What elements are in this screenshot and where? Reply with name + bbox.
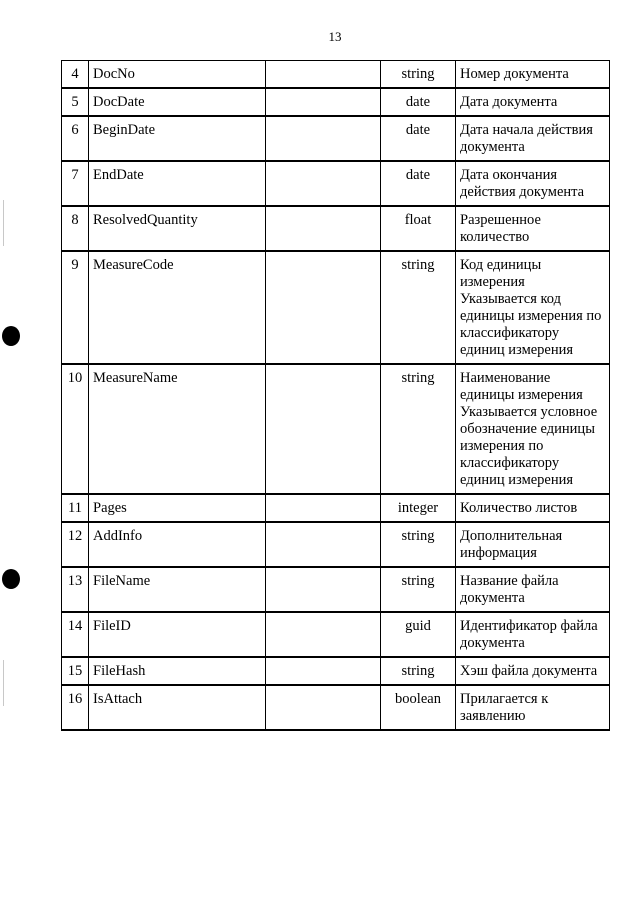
field-type-cell: string (381, 567, 456, 612)
row-number-cell: 8 (62, 206, 89, 251)
empty-cell (266, 685, 381, 730)
field-description-cell: Разрешенное количество (456, 206, 610, 251)
empty-cell (266, 161, 381, 206)
row-number-cell: 10 (62, 364, 89, 494)
field-description-cell: Код единицы измерения Указывается код единицы измерения по классификатору единиц измерения (456, 251, 610, 364)
field-description-cell: Дата начала действия документа (456, 116, 610, 161)
field-name-cell: FileName (89, 567, 266, 612)
empty-cell (266, 522, 381, 567)
field-type-cell: string (381, 364, 456, 494)
punch-hole-mark (2, 569, 20, 589)
empty-cell (266, 116, 381, 161)
empty-cell (266, 612, 381, 657)
field-name-cell: AddInfo (89, 522, 266, 567)
row-number-cell: 7 (62, 161, 89, 206)
row-number-cell: 5 (62, 88, 89, 116)
field-name-cell: MeasureName (89, 364, 266, 494)
table-row (62, 522, 610, 567)
field-description-cell: Номер документа (456, 61, 610, 89)
field-type-cell: float (381, 206, 456, 251)
field-description-cell: Хэш файла документа (456, 657, 610, 685)
table-row (62, 251, 610, 364)
empty-cell (266, 657, 381, 685)
punch-hole-mark (2, 326, 20, 346)
field-type-cell: date (381, 88, 456, 116)
table-row (62, 657, 610, 685)
field-description-cell: Наименование единицы измерения Указывается условное обозначение единицы измерения по классификатору единиц измерения (456, 364, 610, 494)
field-type-cell: guid (381, 612, 456, 657)
field-description-cell: Количество листов (456, 494, 610, 522)
row-number-cell: 15 (62, 657, 89, 685)
field-name-cell: BeginDate (89, 116, 266, 161)
empty-cell (266, 61, 381, 89)
field-description-cell: Название файла документа (456, 567, 610, 612)
field-table (61, 60, 610, 731)
row-number-cell: 6 (62, 116, 89, 161)
row-number-cell: 16 (62, 685, 89, 730)
table-row (62, 161, 610, 206)
scan-edge-mark (3, 200, 4, 246)
row-number-cell: 11 (62, 494, 89, 522)
page-number: 13 (328, 29, 342, 44)
row-number-cell: 12 (62, 522, 89, 567)
table-row (62, 494, 610, 522)
field-table-body (62, 61, 610, 731)
empty-cell (266, 88, 381, 116)
field-description-cell: Дополнительная информация (456, 522, 610, 567)
row-number-cell: 13 (62, 567, 89, 612)
field-type-cell: string (381, 657, 456, 685)
field-name-cell: DocDate (89, 88, 266, 116)
empty-cell (266, 567, 381, 612)
table-row (62, 612, 610, 657)
table-row (62, 61, 610, 89)
field-description-cell: Дата документа (456, 88, 610, 116)
table-row (62, 364, 610, 494)
table-row (62, 88, 610, 116)
field-name-cell: MeasureCode (89, 251, 266, 364)
field-name-cell: FileID (89, 612, 266, 657)
field-description-cell: Прилагается к заявлению (456, 685, 610, 730)
field-description-cell: Дата окончания действия документа (456, 161, 610, 206)
field-description-cell: Идентификатор файла документа (456, 612, 610, 657)
row-number-cell: 14 (62, 612, 89, 657)
field-name-cell: EndDate (89, 161, 266, 206)
table-row (62, 685, 610, 730)
field-type-cell: string (381, 251, 456, 364)
empty-cell (266, 251, 381, 364)
empty-cell (266, 494, 381, 522)
scan-edge-mark (3, 660, 4, 706)
empty-cell (266, 206, 381, 251)
field-type-cell: date (381, 116, 456, 161)
field-type-cell: boolean (381, 685, 456, 730)
table-row (62, 567, 610, 612)
field-name-cell: FileHash (89, 657, 266, 685)
field-type-cell: string (381, 522, 456, 567)
table-row (62, 116, 610, 161)
empty-cell (266, 364, 381, 494)
row-number-cell: 9 (62, 251, 89, 364)
field-name-cell: ResolvedQuantity (89, 206, 266, 251)
field-name-cell: Pages (89, 494, 266, 522)
table-row (62, 206, 610, 251)
field-type-cell: integer (381, 494, 456, 522)
field-type-cell: string (381, 61, 456, 89)
field-type-cell: date (381, 161, 456, 206)
field-name-cell: IsAttach (89, 685, 266, 730)
row-number-cell: 4 (62, 61, 89, 89)
field-name-cell: DocNo (89, 61, 266, 89)
